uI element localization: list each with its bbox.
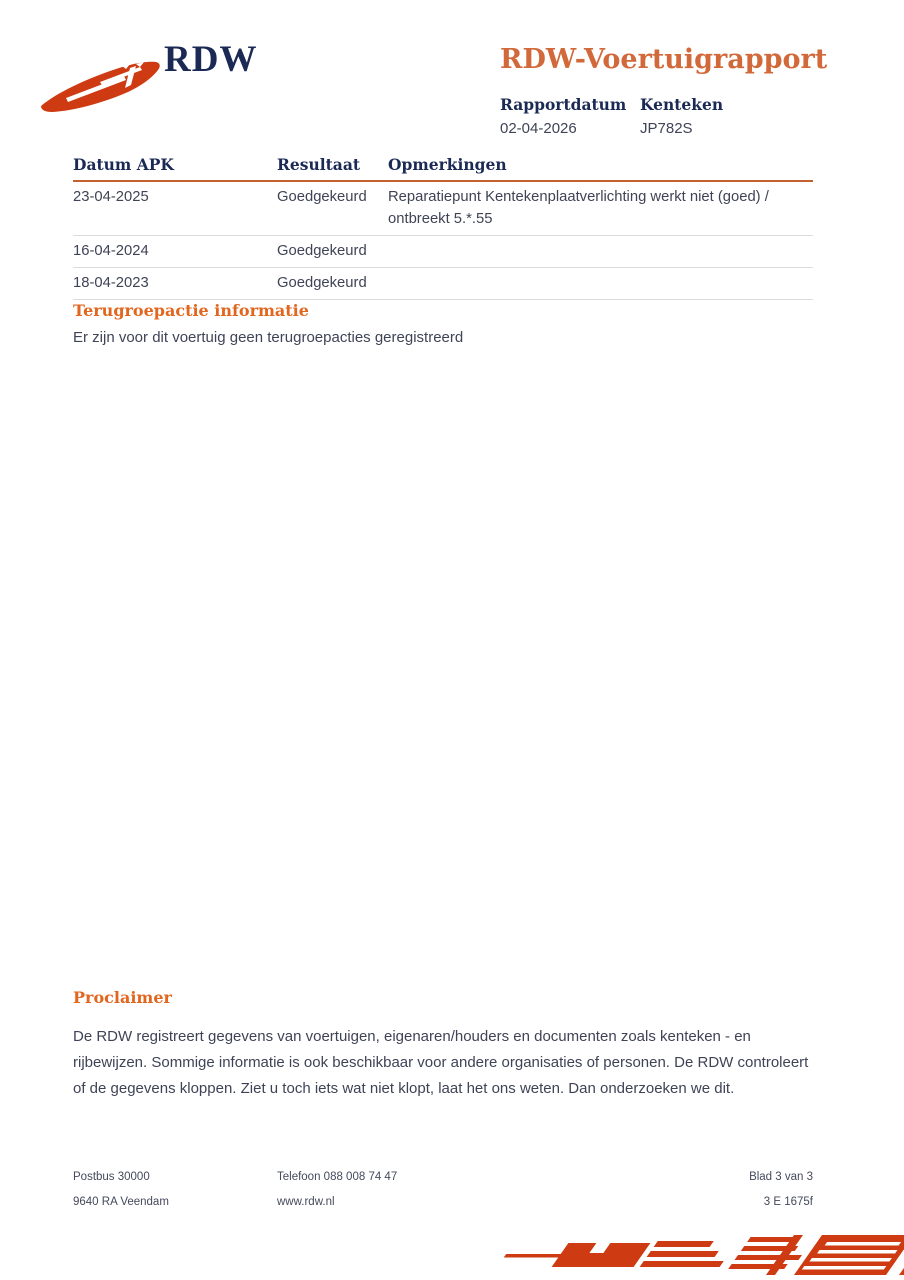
- recall-text: Er zijn voor dit voertuig geen terugroepacties geregistreerd: [73, 329, 464, 346]
- proclaimer-section: [73, 988, 815, 1102]
- page-footer: [73, 1171, 813, 1221]
- rdw-stripes-icon: [502, 1235, 904, 1275]
- apk-history-table: [73, 155, 813, 300]
- table-row: [73, 268, 813, 300]
- report-date-label: Rapportdatum: [500, 95, 627, 114]
- cell-opmerkingen: [388, 272, 813, 294]
- recall-section: [73, 301, 813, 346]
- license-plate-value: JP782S: [640, 120, 693, 137]
- report-date-block: [500, 95, 640, 137]
- city-line: 9640 RA Veendam: [73, 1196, 169, 1208]
- rdw-wordmark: RDW: [164, 39, 258, 80]
- column-header-datum-apk: Datum APK: [73, 155, 174, 174]
- rdw-wing-logo-icon: [38, 54, 166, 120]
- proclaimer-text: De RDW registreert gegevens van voertuigen, eigenaren/houders en documenten zoals kenteken - en rijbewijzen. Sommige informatie is ook beschikbaar voor andere organisaties of personen. De RDW controleert of de gegevens kloppen. Ziet u toch iets wat niet klopt, laat het ons weten. Dan onderzoeken we dit.: [73, 1028, 809, 1097]
- cell-datum-apk: 18-04-2023: [73, 275, 149, 291]
- column-header-opmerkingen: Opmerkingen: [388, 155, 507, 174]
- table-header-row: [73, 155, 813, 182]
- recall-heading: Terugroepactie informatie: [73, 301, 309, 320]
- rdw-brand: [38, 34, 318, 129]
- cell-opmerkingen: [388, 240, 813, 262]
- page-title: RDW-Voertuigrapport: [500, 44, 828, 75]
- doc-code: 3 E 1675f: [763, 1196, 813, 1208]
- website-text: www.rdw.nl: [277, 1196, 335, 1208]
- page-number: Blad 3 van 3: [749, 1171, 813, 1183]
- column-header-resultaat: Resultaat: [277, 155, 361, 174]
- cell-resultaat: Goedgekeurd: [277, 243, 367, 259]
- proclaimer-heading: Proclaimer: [73, 988, 172, 1007]
- cell-datum-apk: 23-04-2025: [73, 189, 149, 205]
- table-row: [73, 182, 813, 236]
- cell-opmerkingen: Reparatiepunt Kentekenplaatverlichting werkt niet (goed) / ontbreekt 5.*.55: [388, 189, 769, 227]
- footer-row-1: [73, 1171, 813, 1183]
- report-date-value: 02-04-2026: [500, 120, 577, 137]
- license-plate-label: Kenteken: [640, 95, 724, 114]
- cell-resultaat: Goedgekeurd: [277, 275, 367, 291]
- footer-row-2: [73, 1196, 813, 1208]
- postbus-line: Postbus 30000: [73, 1171, 150, 1183]
- table-row: [73, 236, 813, 268]
- report-meta: [500, 95, 780, 137]
- cell-datum-apk: 16-04-2024: [73, 243, 149, 259]
- license-plate-block: [640, 95, 780, 137]
- phone-line: Telefoon 088 008 74 47: [277, 1171, 398, 1183]
- cell-resultaat: Goedgekeurd: [277, 189, 367, 205]
